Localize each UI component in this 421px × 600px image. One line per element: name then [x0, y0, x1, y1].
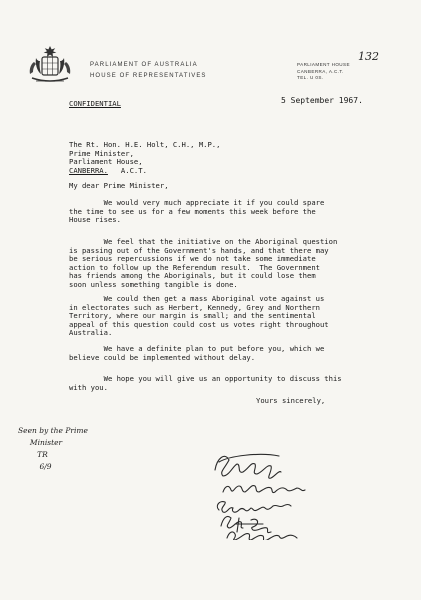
recipient-address: [69, 141, 220, 175]
signature-4: [221, 516, 271, 532]
classification-label: CONFIDENTIAL: [69, 99, 121, 108]
handwritten-annotation: Seen by the Prime Minister TR 6/9: [18, 426, 88, 471]
letter-date: 5 September 1967.: [281, 96, 363, 105]
recipient-name: The Rt. Hon. H.E. Holt, C.H., M.P.,: [69, 140, 221, 149]
letterhead-address-line2: CANBERRA, A.C.T.: [297, 68, 344, 74]
recipient-territory: A.C.T.: [107, 165, 147, 175]
body-paragraph: We hope you will give us an opportunity to discuss this with you.: [69, 374, 342, 392]
letterhead-parliament: PARLIAMENT OF AUSTRALIA: [90, 62, 198, 68]
letterhead-house: HOUSE OF REPRESENTATIVES: [90, 73, 207, 79]
letterhead-address-line1: PARLIAMENT HOUSE: [297, 62, 350, 67]
recipient-city: CANBERRA.: [69, 165, 108, 175]
body-paragraph: We feel that the initiative on the Aboriginal question is passing out of the Government's hands, and that there may be serious repercussions if we do not take some immediate action to follow up the Referendum result. The Government has friends among the Aboriginals, but it could lose them soon unless something tangible is done.: [69, 237, 338, 289]
signature-3: [217, 502, 291, 513]
body-paragraph: We would very much appreciate it if you could spare the time to see us for a few moments this week before the House rises.: [69, 198, 325, 225]
salutation: My dear Prime Minister,: [69, 181, 169, 190]
handwritten-file-number: 132: [358, 50, 379, 63]
signature-5: [227, 532, 297, 540]
recipient-city-line: [69, 167, 220, 176]
letterhead-address: [297, 62, 350, 82]
coat-of-arms-icon: [24, 42, 76, 86]
body-paragraph: We could then get a mass Aboriginal vote against us in electorates such as Herbert, Kennedy, Grey and Northern Territory, where our margin is small; and the sentimental appeal of this question could cost us votes right throughout Australia.: [69, 294, 329, 338]
recipient-title: Prime Minister,: [69, 148, 134, 158]
signatures-block: [205, 400, 355, 540]
letterhead: [90, 60, 207, 82]
body-paragraph: We have a definite plan to put before you, which we believe could be implemented without delay.: [69, 344, 325, 362]
recipient-building: Parliament House,: [69, 157, 143, 167]
signature-1: [215, 454, 281, 478]
letterhead-address-line3: TEL. U 0S.: [297, 75, 324, 80]
closing-line: Yours sincerely,: [256, 396, 326, 405]
signature-2: [223, 486, 305, 493]
